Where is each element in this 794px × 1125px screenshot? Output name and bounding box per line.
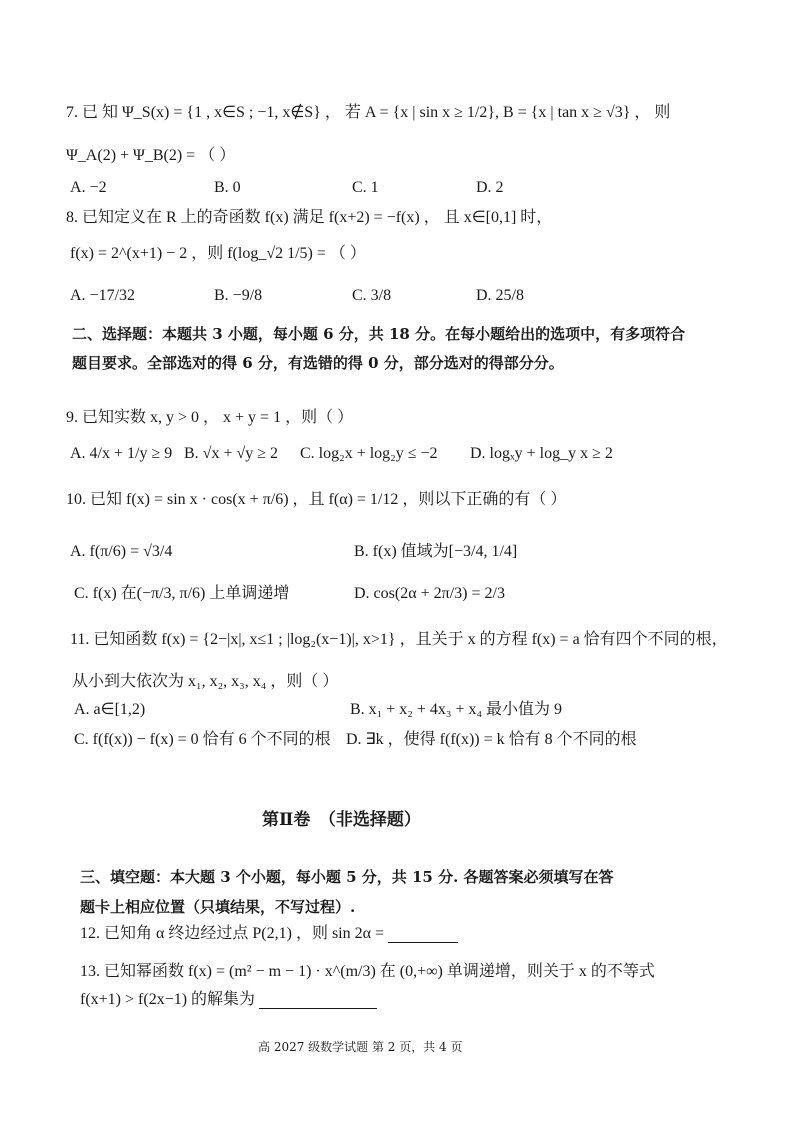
q8-option-a: A. −17/32 — [70, 287, 136, 304]
q11-line2: 从小到大依次为 x₁, x₂, x₃, x₄ ，则（ ） — [72, 673, 339, 690]
q8-option-d: D. 25/8 — [476, 287, 524, 304]
q9-option-d: D. logₓy + log_y x ≥ 2 — [470, 445, 613, 462]
q8-option-c: C. 3/8 — [352, 287, 392, 304]
q7-option-c: C. 1 — [352, 179, 379, 196]
page-footer: 高 2027 级数学试题 第 2 页，共 4 页 — [258, 1040, 463, 1054]
q13-answer-blank — [259, 994, 377, 1009]
q9-option-b: B. √x + √y ≥ 2 — [184, 445, 279, 462]
q10-stem: 10. 已知 f(x) = sin x · cos(x + π/6) ，且 f(α) = 1/12 ，则以下正确的有（ ） — [66, 491, 567, 508]
q8-option-b: B. −9/8 — [214, 287, 263, 304]
part2-title: 第Ⅱ卷 （非选择题） — [262, 810, 421, 830]
q12-answer-blank — [388, 928, 458, 943]
q10-option-b: B. f(x) 值域为[−3/4, 1/4] — [354, 543, 518, 560]
q10-option-d: D. cos(2α + 2π/3) = 2/3 — [354, 585, 505, 602]
q7-line2: Ψ_A(2) + Ψ_B(2) = （ ） — [66, 147, 236, 164]
q8-line2: f(x) = 2^(x+1) − 2 ，则 f(log_√2 1/5) = （ ） — [70, 245, 366, 262]
section3-instructions-line1: 三、填空题：本大题 3 个小题，每小题 5 分，共 15 分. 各题答案必须填写在答 — [80, 868, 614, 886]
section2-instructions-line2: 题目要求。全部选对的得 6 分，有选错的得 0 分，部分选对的得部分分。 — [72, 354, 564, 372]
q9-option-c: C. log₂x + log₂y ≤ −2 — [300, 445, 438, 462]
q8-line1: 8. 已知定义在 R 上的奇函数 f(x) 满足 f(x+2) = −f(x) ， 且 x∈[0,1] 时， — [66, 209, 553, 226]
q10-option-c: C. f(x) 在(−π/3, π/6) 上单调递增 — [74, 585, 290, 602]
q7-line1: 7. 已 知 Ψ_S(x) = {1 , x∈S ; −1, x∉S} ， 若 A = {x | sin x ≥ 1/2}, B = {x | tan x ≥ √3} ， 则 — [66, 104, 671, 121]
q11-option-a: A. a∈[1,2) — [74, 701, 146, 718]
q7-option-a: A. −2 — [70, 179, 107, 196]
section3-instructions-line2: 题卡上相应位置（只填结果，不写过程）. — [80, 898, 356, 916]
q13-line2 — [80, 990, 377, 1009]
q12-stem — [80, 924, 458, 943]
q11-line1: 11. 已知函数 f(x) = {2−|x|, x≤1 ; |log₂(x−1)|, x>1} ，且关于 x 的方程 f(x) = a 恰有四个不同的根， — [70, 631, 728, 648]
q10-option-a: A. f(π/6) = √3/4 — [70, 543, 173, 560]
q13-line2-text: f(x+1) > f(2x−1) 的解集为 — [80, 991, 256, 1008]
q11-option-c: C. f(f(x)) − f(x) = 0 恰有 6 个不同的根 — [74, 731, 331, 748]
q9-stem: 9. 已知实数 x, y > 0 ， x + y = 1 ，则（ ） — [66, 409, 354, 426]
section2-instructions-line1: 二、选择题：本题共 3 小题，每小题 6 分，共 18 分。在每小题给出的选项中，有多项符合 — [72, 325, 686, 343]
q13-line1: 13. 已知幂函数 f(x) = (m² − m − 1) · x^(m/3) 在 (0,+∞) 单调递增，则关于 x 的不等式 — [80, 963, 655, 980]
q11-option-d: D. ∃k ，使得 f(f(x)) = k 恰有 8 个不同的根 — [346, 731, 637, 748]
q7-option-d: D. 2 — [476, 179, 504, 196]
q11-option-b: B. x₁ + x₂ + 4x₃ + x₄ 最小值为 9 — [350, 701, 563, 718]
q9-option-a: A. 4/x + 1/y ≥ 9 — [70, 445, 173, 462]
q12-text: 12. 已知角 α 终边经过点 P(2,1) ，则 sin 2α = — [80, 925, 385, 942]
q7-option-b: B. 0 — [214, 179, 241, 196]
